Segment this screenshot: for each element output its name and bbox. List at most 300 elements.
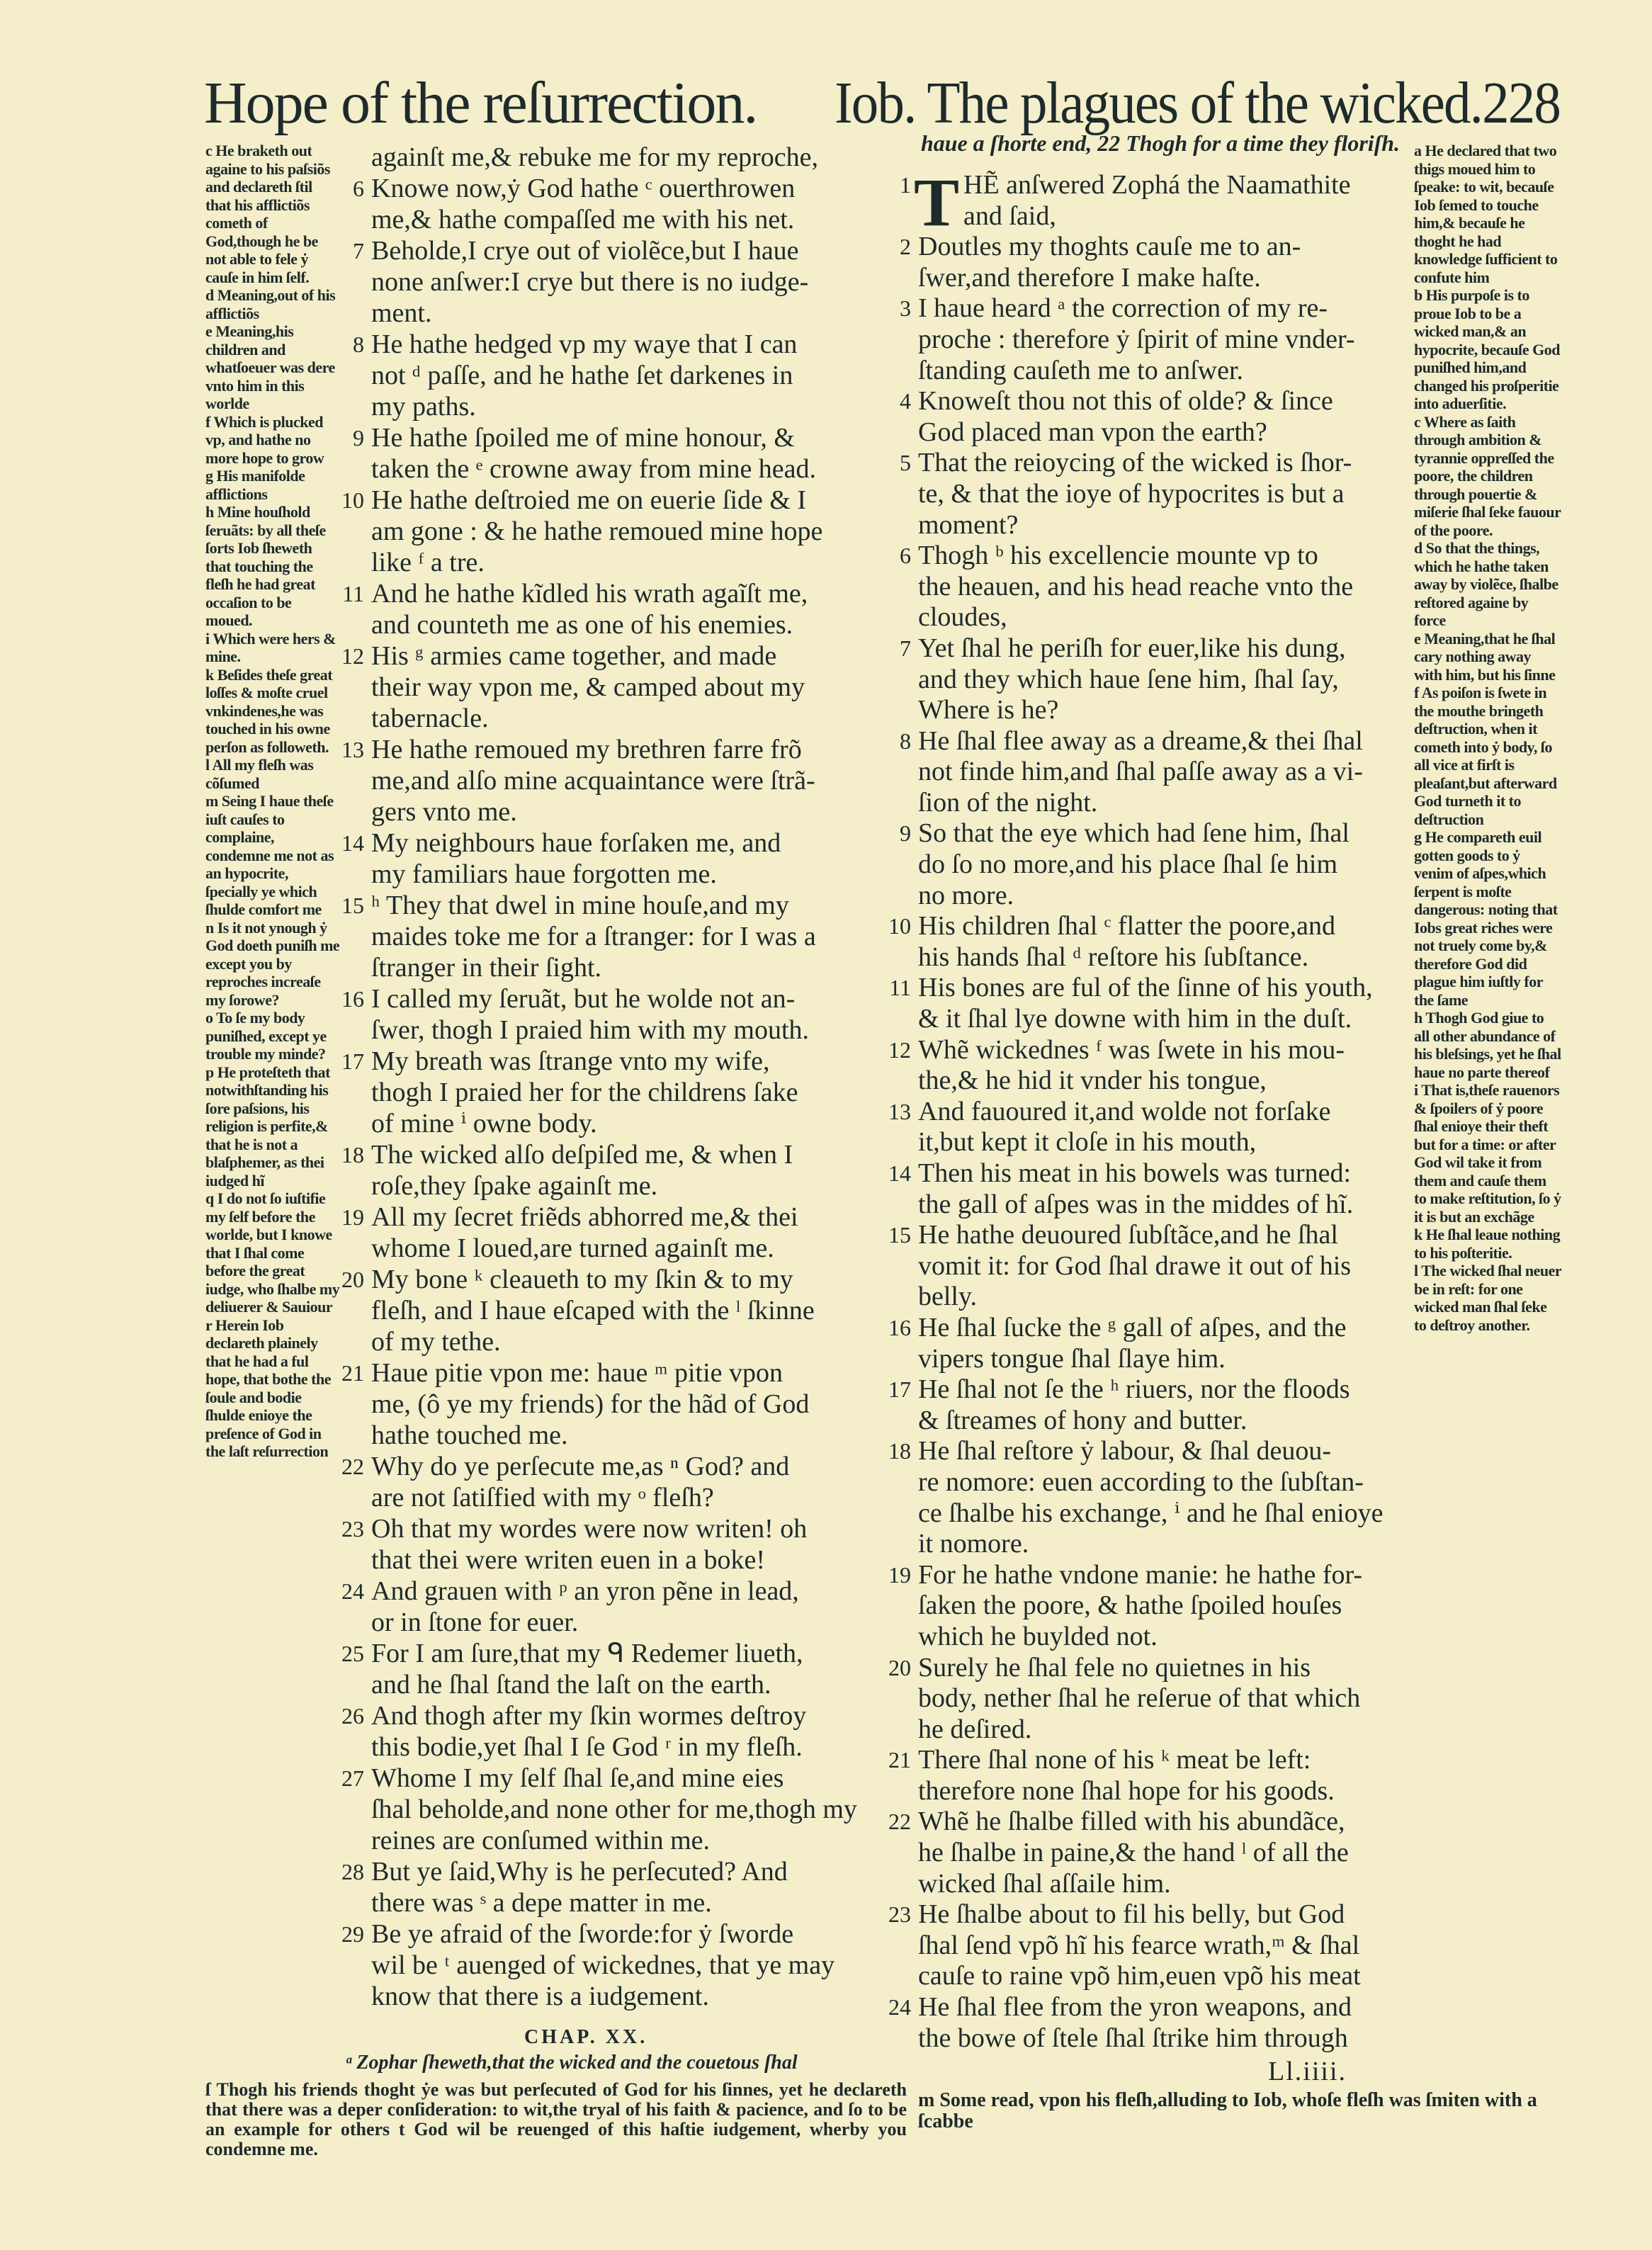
text-line bbox=[353, 173, 907, 204]
verse-text: My bone ᵏ cleaueth to my ſkin & to my bbox=[371, 1265, 793, 1294]
verse-text-box bbox=[371, 1918, 907, 1950]
verse-number: 26 bbox=[341, 1703, 364, 1729]
verse-text: ʰ They that dwel in mine houſe,and my bbox=[371, 891, 789, 920]
verse-text-box bbox=[371, 1295, 907, 1326]
verse-text: my familiars haue forgotten me. bbox=[371, 859, 717, 889]
text-line bbox=[888, 1158, 1400, 1189]
verse-text-box bbox=[371, 204, 907, 235]
verse-text: reines are conſumed within me. bbox=[371, 1826, 711, 1855]
verse-text: ce ſhalbe his exchange, ⁱ and he ſhal enioye bbox=[918, 1498, 1384, 1528]
verse-text: ſwer, thogh I praied him with my mouth. bbox=[371, 1015, 810, 1045]
verse-text: not ᵈ paſſe, and he hathe ſet darkenes in bbox=[371, 361, 793, 390]
verse-text-box bbox=[371, 173, 907, 204]
verse-number: 14 bbox=[341, 830, 364, 856]
text-line bbox=[918, 942, 1400, 973]
verse-text-box bbox=[918, 1590, 1400, 1622]
verse-text-box bbox=[918, 665, 1400, 696]
verse-text-box bbox=[371, 890, 907, 921]
verse-text: ſhal ſend vpõ hĩ his fearce wrath,ᵐ & ſhal bbox=[918, 1930, 1360, 1960]
verse-text-box bbox=[918, 232, 1400, 263]
verse-text: For I am ſure,that my ᑫ Redemer liueth, bbox=[371, 1639, 803, 1668]
verse-text-box bbox=[371, 1233, 907, 1264]
verse-text: & it ſhal lye downe with him in the duſt. bbox=[918, 1004, 1352, 1034]
marginal-note: h Mine houſhold ſeruãts: by all theſe ſorts Iob ſheweth that touching the fleſh he had great occaſion to be moued. bbox=[205, 503, 326, 629]
verse-text-box bbox=[918, 881, 1400, 912]
text-line bbox=[918, 849, 1400, 881]
verse-text-box bbox=[918, 2023, 1400, 2054]
verse-text-box bbox=[918, 1035, 1400, 1066]
text-line bbox=[341, 485, 907, 516]
text-line bbox=[888, 1559, 1400, 1591]
verse-number: 12 bbox=[341, 643, 364, 669]
verse-text: ſwer,and therefore I make haſte. bbox=[918, 262, 1261, 293]
verse-text: this bodie,yet ſhal I ſe God ʳ in my fleſh. bbox=[371, 1732, 803, 1762]
verse-text-box bbox=[371, 1669, 907, 1700]
verse-text: Beholde,I crye out of violẽce,but I haue bbox=[371, 236, 799, 266]
verse-text-box bbox=[371, 1014, 907, 1046]
verse-text-box bbox=[918, 1436, 1400, 1467]
verse-text-box bbox=[918, 417, 1400, 448]
verse-text: te, & that the ioye of hypocrites is but a bbox=[918, 478, 1345, 509]
verse-text-box bbox=[963, 201, 1400, 232]
verse-text: the heauen, and his head reache vnto the bbox=[918, 571, 1354, 601]
verse-text: it,but kept it cloſe in his mouth, bbox=[918, 1127, 1257, 1158]
marginal-note: k He ſhal leaue nothing to his poſteritie. bbox=[1414, 1226, 1561, 1262]
verse-text-box bbox=[918, 293, 1400, 324]
marginal-note: k Beſides theſe great loſſes & moſte cruel vnkindenes,he was touched in his owne perſon as followeth. bbox=[205, 665, 333, 756]
verse-text-box bbox=[918, 726, 1400, 757]
verse-number: 6 bbox=[900, 543, 911, 569]
text-line bbox=[371, 1887, 907, 1918]
verse-text-box bbox=[918, 1189, 1400, 1221]
text-line bbox=[371, 516, 907, 547]
verse-text: tabernacle. bbox=[371, 703, 489, 733]
verse-text: Thogh ᵇ his excellencie mounte vp to bbox=[918, 541, 1318, 571]
verse-number: 16 bbox=[341, 986, 364, 1012]
verse-text: me,and alſo mine acquaintance were ſtrã- bbox=[371, 766, 815, 796]
text-line bbox=[371, 1482, 907, 1513]
verse-text: fleſh, and I haue eſcaped with the ˡ ſkinne bbox=[371, 1296, 815, 1325]
text-line bbox=[341, 1513, 907, 1544]
verse-text-box bbox=[918, 1714, 1400, 1746]
verse-text-box bbox=[918, 1127, 1400, 1158]
verse-text: his hands ſhal ᵈ reſtore his ſubſtance. bbox=[918, 942, 1309, 972]
verse-text: & ſtreames of hony and butter. bbox=[918, 1405, 1248, 1435]
verse-text: God placed man vpon the earth? bbox=[918, 417, 1267, 447]
text-line bbox=[371, 298, 907, 329]
verse-text-box bbox=[918, 324, 1400, 356]
text-line bbox=[888, 1034, 1400, 1066]
text-line bbox=[918, 356, 1400, 387]
text-line bbox=[918, 1282, 1400, 1313]
text-line bbox=[371, 391, 907, 422]
verse-text-box bbox=[371, 1420, 907, 1451]
verse-text-box bbox=[371, 1264, 907, 1295]
verse-text-box bbox=[918, 1344, 1400, 1375]
text-line bbox=[371, 1170, 907, 1202]
text-line bbox=[341, 1451, 907, 1482]
marginal-note: l All my fleſh was cõſumed bbox=[205, 756, 314, 792]
text-line bbox=[371, 609, 907, 640]
marginal-note: h Thogh God giue to all other abundance of his bleſsings, yet he ſhal haue no parte thereof bbox=[1414, 1009, 1561, 1081]
text-line bbox=[341, 1700, 907, 1731]
verse-number: 20 bbox=[341, 1267, 364, 1292]
verse-text: belly. bbox=[918, 1282, 978, 1312]
verse-number: 4 bbox=[900, 388, 911, 414]
text-line bbox=[918, 1838, 1400, 1869]
verse-text-box bbox=[371, 235, 907, 266]
verse-text: cauſe to raine vpõ him,euen vpõ his meat bbox=[918, 1961, 1361, 1991]
text-line bbox=[918, 1406, 1400, 1437]
text-line bbox=[900, 448, 1400, 479]
verse-text: Whẽ wickednes ᶠ was ſwete in his mou- bbox=[918, 1034, 1345, 1065]
verse-text: thogh I praied her for the childrens ſake bbox=[371, 1078, 798, 1107]
marginal-note: o To ſe my body puniſhed, except ye trouble my minde? bbox=[205, 1009, 327, 1063]
text-line bbox=[371, 266, 907, 298]
verse-number: 3 bbox=[900, 295, 911, 322]
verse-number: 6 bbox=[353, 176, 364, 201]
verse-text-box bbox=[918, 757, 1400, 788]
verse-text: it nomore. bbox=[918, 1529, 1029, 1559]
verse-text-box bbox=[371, 1763, 907, 1794]
verse-text-box bbox=[918, 973, 1400, 1004]
verse-text-box bbox=[918, 1097, 1400, 1128]
text-line bbox=[341, 1856, 907, 1887]
verse-number: 14 bbox=[888, 1160, 911, 1186]
marginal-note: g His manifolde afflictions bbox=[205, 467, 305, 503]
text-line bbox=[341, 1763, 907, 1794]
verse-number: 17 bbox=[341, 1048, 364, 1074]
verse-text: hathe touched me. bbox=[371, 1420, 568, 1450]
text-line bbox=[918, 324, 1400, 356]
text-line bbox=[918, 1961, 1400, 1992]
marginal-note: a He declared that two thigs moued him to ſpeake: to wit, becauſe Iob ſemed to touche him,& becauſe he thoght he had knowledge ſufficient to confute him bbox=[1414, 142, 1558, 286]
verse-text: And fauoured it,and wolde not forſake bbox=[918, 1096, 1331, 1126]
text-line bbox=[918, 1498, 1400, 1530]
verse-number: 23 bbox=[888, 1901, 911, 1928]
verse-text-box bbox=[963, 170, 1400, 201]
text-line bbox=[918, 1683, 1400, 1714]
text-line bbox=[371, 921, 907, 952]
verse-text-box bbox=[918, 1158, 1400, 1189]
text-line bbox=[371, 1794, 907, 1825]
verse-text: ſaken the poore, & hathe ſpoiled houſes bbox=[918, 1590, 1342, 1621]
verse-text-box bbox=[918, 1374, 1400, 1406]
right-footnote: m Some read, vpon his fleſh,alluding to Iob, whoſe fleſh was ſmiten with a ſcabbe bbox=[918, 2089, 1537, 2132]
text-line bbox=[341, 890, 907, 921]
verse-number: 18 bbox=[888, 1438, 911, 1464]
text-line bbox=[341, 1139, 907, 1170]
verse-number: 13 bbox=[888, 1098, 911, 1124]
marginal-note: b His purpoſe is to proue Iob to be a wicked man,& an hypocrite, becauſe God puniſhed him,and changed his proſperitie into aduerſitie. bbox=[1414, 286, 1560, 412]
verse-text-box bbox=[371, 1981, 907, 2012]
verse-text: He ſhal flee away as a dreame,& thei ſhal bbox=[918, 725, 1363, 756]
verse-text: He ſhal reſtore ẏ labour, & ſhal deuou- bbox=[918, 1436, 1332, 1466]
verse-text: ſtranger in their ſight. bbox=[371, 953, 602, 983]
text-line bbox=[341, 1918, 907, 1950]
verse-text: moment? bbox=[918, 509, 1019, 540]
verse-text-box bbox=[918, 1004, 1400, 1035]
marginal-note: f As poiſon is ſwete in the mouthe bringeth deſtruction, when it cometh into ẏ body, ſo all vice at firſt is pleaſant,but afterward God turneth it to deſtruction bbox=[1414, 684, 1557, 828]
verse-number: 23 bbox=[341, 1516, 364, 1542]
verse-text-box bbox=[371, 827, 907, 859]
verse-number: 5 bbox=[900, 450, 911, 476]
marginal-note: i That is,theſe rauenors & ſpoilers of ẏ poore ſhal enioye their theft but for a time: or after God wil take it from them and cauſe them to make reſtitution, ſo ẏ it is but an exchãge bbox=[1414, 1081, 1561, 1226]
verse-text: He ſhalbe about to fil his belly, but God bbox=[918, 1899, 1345, 1930]
verse-text-box bbox=[371, 485, 907, 516]
verse-text: of mine ⁱ owne body. bbox=[371, 1109, 597, 1138]
marginal-note: c He braketh out againe to his paſsiõs and declareth ſtil that his afflictiõs cometh of God,though he be not able to fele ẏ cauſe in him ſelf. bbox=[205, 142, 330, 286]
text-line bbox=[918, 1529, 1400, 1560]
text-line bbox=[900, 232, 1400, 263]
text-line bbox=[371, 547, 907, 578]
verse-text-box bbox=[918, 1282, 1400, 1313]
text-line bbox=[918, 695, 1400, 726]
text-line bbox=[353, 329, 907, 360]
verse-number: 29 bbox=[341, 1921, 364, 1947]
verse-number: 19 bbox=[341, 1204, 364, 1230]
text-line bbox=[918, 1251, 1400, 1282]
verse-text: do ſo no more,and his place ſhal ſe him bbox=[918, 849, 1338, 880]
verse-text: He hathe deſtroied me on euerie ſide & I bbox=[371, 485, 807, 515]
verse-number: 17 bbox=[888, 1376, 911, 1403]
verse-text-box bbox=[371, 1451, 907, 1482]
verse-text: re nomore: euen according to the ſubſtan- bbox=[918, 1466, 1364, 1497]
verse-number: 1 bbox=[900, 172, 911, 198]
verse-text: know that there is a iudgement. bbox=[371, 1982, 709, 2011]
verse-text-box bbox=[918, 479, 1400, 510]
verse-text-box bbox=[918, 695, 1400, 726]
verse-text: All my ſecret friẽds abhorred me,& thei bbox=[371, 1202, 798, 1232]
verse-text-box bbox=[918, 448, 1400, 479]
verse-text: I called my ſeruãt, but he wolde not an- bbox=[371, 984, 796, 1014]
verse-text-box bbox=[918, 1220, 1400, 1251]
marginal-note: d So that the things, which he hathe taken away by violẽce, ſhalbe reſtored againe by force bbox=[1414, 539, 1558, 629]
text-line bbox=[918, 602, 1400, 633]
text-line bbox=[341, 1202, 907, 1233]
marginal-note: g He compareth euil gotten goods to ẏ venim of aſpes,which ſerpent is moſte dangerous: noting that Iobs great riches were not truely come by,& therefore God did plague him iuſtly for the ſame bbox=[1414, 828, 1558, 1009]
verse-text-box bbox=[371, 578, 907, 609]
text-line bbox=[918, 1622, 1400, 1653]
verse-text-box bbox=[918, 1251, 1400, 1282]
text-line bbox=[918, 1590, 1400, 1622]
text-line bbox=[918, 417, 1400, 448]
right-marginal-notes bbox=[1414, 142, 1561, 1334]
verse-number: 2 bbox=[900, 234, 911, 260]
text-line bbox=[918, 757, 1400, 788]
verse-text: there was ˢ a depe matter in me. bbox=[371, 1888, 712, 1918]
text-line bbox=[900, 818, 1400, 849]
verse-text: no more. bbox=[918, 880, 1014, 910]
verse-text-box bbox=[918, 1498, 1400, 1530]
text-line bbox=[371, 1014, 907, 1046]
chapter-heading: CHAP. XX. bbox=[524, 2026, 648, 2048]
chapter-summary-continued-box bbox=[921, 130, 1400, 156]
verse-text: His bones are ful of the ſinne of his youth, bbox=[918, 973, 1373, 1003]
verse-text: he ſhalbe in paine,& the hand ˡ of all the bbox=[918, 1838, 1349, 1868]
verse-number: 11 bbox=[889, 975, 911, 1001]
text-line bbox=[888, 1652, 1400, 1684]
verse-text: and ſaid, bbox=[963, 200, 1056, 231]
verse-text: He ſhal not ſe the ʰ riuers, nor the floods bbox=[918, 1374, 1350, 1405]
verse-text: againſt me,& rebuke me for my reproche, bbox=[371, 142, 818, 172]
verse-text: Oh that my wordes were now writen! oh bbox=[371, 1514, 808, 1544]
verse-number: 9 bbox=[900, 820, 911, 847]
verse-text: my paths. bbox=[371, 392, 476, 422]
text-line bbox=[371, 1731, 907, 1763]
verse-text: So that the eye which had ſene him, ſhal bbox=[918, 818, 1350, 849]
left-text-column bbox=[341, 142, 907, 2012]
text-line bbox=[918, 1127, 1400, 1158]
text-line bbox=[341, 983, 907, 1014]
text-line bbox=[888, 1992, 1400, 2023]
marginal-note: d Meaning,out of his afflictiõs bbox=[205, 286, 336, 322]
text-line bbox=[888, 1436, 1400, 1467]
text-line bbox=[918, 1930, 1400, 1962]
verse-text-box bbox=[918, 849, 1400, 881]
text-line bbox=[341, 1046, 907, 1077]
verse-text: Knowe now,ẏ God hathe ᶜ ouerthrowen bbox=[371, 174, 796, 203]
verse-text-box bbox=[371, 1482, 907, 1513]
verse-text: He hathe hedged vp my waye that I can bbox=[371, 329, 798, 359]
text-line bbox=[900, 541, 1400, 572]
text-line bbox=[371, 1420, 907, 1451]
verse-text: their way vpon me, & camped about my bbox=[371, 672, 805, 702]
verse-text-box bbox=[371, 703, 907, 734]
text-line bbox=[371, 1544, 907, 1576]
verse-text-box bbox=[371, 360, 907, 391]
text-line bbox=[341, 1638, 907, 1669]
text-line bbox=[918, 510, 1400, 541]
verse-text-box bbox=[918, 386, 1400, 417]
text-line bbox=[918, 881, 1400, 912]
verse-number: 15 bbox=[341, 893, 364, 918]
verse-text: of my tethe. bbox=[371, 1327, 501, 1357]
text-line bbox=[918, 1189, 1400, 1221]
verse-number: 9 bbox=[353, 425, 364, 451]
verse-number: 16 bbox=[888, 1314, 911, 1340]
text-line bbox=[918, 572, 1400, 603]
verse-number: 25 bbox=[341, 1641, 364, 1666]
verse-text-box bbox=[371, 1139, 907, 1170]
running-title-left-box bbox=[204, 69, 813, 137]
verse-text-box bbox=[371, 859, 907, 890]
text-line bbox=[353, 235, 907, 266]
verse-text-box bbox=[371, 142, 907, 173]
text-line bbox=[888, 1374, 1400, 1406]
verse-text: cloudes, bbox=[918, 602, 1007, 633]
verse-text: none anſwer:I crye but there is no iudge- bbox=[371, 267, 809, 297]
verse-text-box bbox=[371, 1887, 907, 1918]
verse-text: ſhal beholde,and none other for me,thogh my bbox=[371, 1794, 857, 1824]
verse-number: 22 bbox=[888, 1809, 911, 1835]
verse-text-box bbox=[918, 1930, 1400, 1962]
verse-text-box bbox=[918, 356, 1400, 387]
text-line bbox=[353, 422, 907, 453]
verse-text-box bbox=[371, 1170, 907, 1202]
verse-text: am gone : & he hathe remoued mine hope bbox=[371, 516, 823, 546]
verse-text-box bbox=[918, 1467, 1400, 1498]
verse-number: 8 bbox=[353, 332, 364, 357]
text-line bbox=[341, 827, 907, 859]
text-line bbox=[888, 911, 1400, 942]
verse-text-box bbox=[371, 1607, 907, 1638]
text-line bbox=[900, 725, 1400, 757]
text-line bbox=[371, 142, 907, 173]
text-line bbox=[341, 734, 907, 765]
text-line bbox=[888, 1745, 1400, 1776]
chapter-summary-continued: haue a ſhorte end, 22 Thogh for a time they floriſh. bbox=[921, 130, 1401, 156]
verse-text-box bbox=[371, 298, 907, 329]
text-line bbox=[371, 1295, 907, 1326]
marginal-note: m Seing I haue theſe iuſt cauſes to complaine, condemne me not as an hypocrite, ſpecially ye which ſhulde comfort me bbox=[205, 792, 334, 918]
text-line bbox=[888, 1899, 1400, 1930]
text-line bbox=[918, 1344, 1400, 1375]
verse-text-box bbox=[371, 329, 907, 360]
verse-text: And grauen with ᵖ an yron pẽne in lead, bbox=[371, 1576, 799, 1606]
verse-text: Doutles my thoghts cauſe me to an- bbox=[918, 232, 1301, 262]
marginal-note: f Which is plucked vp, and hathe no more hope to grow bbox=[205, 412, 324, 467]
text-line bbox=[918, 1467, 1400, 1498]
text-line bbox=[918, 263, 1400, 294]
text-line bbox=[371, 1607, 907, 1638]
verse-text-box bbox=[918, 788, 1400, 819]
verse-text: The wicked alſo deſpiſed me, & when I bbox=[371, 1140, 793, 1170]
verse-text: Knoweſt thou not this of olde? & ſince bbox=[918, 386, 1333, 417]
verse-text-box bbox=[371, 672, 907, 703]
verse-text: me,& hathe compaſſed me with his net. bbox=[371, 205, 795, 234]
marginal-note: e Meaning,that he ſhal cary nothing away with him, but his ſinne bbox=[1414, 629, 1556, 684]
verse-text-box bbox=[918, 1838, 1400, 1869]
verse-number: 21 bbox=[341, 1360, 364, 1386]
verse-text-box bbox=[918, 541, 1400, 572]
drop-cap: T bbox=[914, 164, 960, 240]
verse-number: 27 bbox=[341, 1765, 364, 1791]
verse-text-box bbox=[371, 1576, 907, 1607]
text-line bbox=[371, 859, 907, 890]
verse-text-box bbox=[371, 453, 907, 485]
text-line bbox=[888, 1312, 1400, 1344]
verse-text: He ſhal ſucke the ᵍ gall of aſpes, and the bbox=[918, 1312, 1347, 1342]
verse-number: 15 bbox=[888, 1222, 911, 1248]
verse-text-box bbox=[371, 1077, 907, 1108]
verse-text-box bbox=[371, 734, 907, 765]
text-line bbox=[341, 1576, 907, 1607]
marginal-note: l The wicked ſhal neuer be in reſt: for one wicked man ſhal ſeke to deſtroy another. bbox=[1414, 1262, 1561, 1334]
verse-text: HẼ anſwered Zophá the Naamathite bbox=[963, 170, 1351, 200]
verse-number: 8 bbox=[900, 728, 911, 754]
verse-number: 13 bbox=[341, 737, 364, 762]
marginal-note: r Herein Iob declareth plainely that he had a ful hope, that bothe the ſoule and bodie ſhulde enioye the preſence of God in the laſt reſurrection bbox=[205, 1316, 332, 1460]
text-line bbox=[918, 1869, 1400, 1900]
verse-text-box bbox=[371, 1794, 907, 1825]
text-line bbox=[371, 1981, 907, 2012]
text-line bbox=[918, 479, 1400, 510]
text-line bbox=[371, 1825, 907, 1856]
marginal-note: p He proteſteth that notwithſtanding his ſore paſsions, his religion is perfite,& that he is not a blaſphemer, as thei iudged hĩ bbox=[205, 1063, 330, 1189]
text-line bbox=[371, 1108, 907, 1139]
verse-text-box bbox=[371, 1513, 907, 1544]
verse-text: Whome I my ſelf ſhal ſe,and mine eies bbox=[371, 1763, 784, 1793]
verse-text-box bbox=[918, 1313, 1400, 1344]
verse-text-box bbox=[371, 1357, 907, 1389]
text-line bbox=[371, 1389, 907, 1420]
text-line bbox=[371, 952, 907, 983]
verse-number: 21 bbox=[888, 1747, 911, 1773]
verse-number: 19 bbox=[888, 1561, 911, 1588]
verse-text: and he ſhal ſtand the laſt on the earth. bbox=[371, 1670, 771, 1700]
verse-text: Surely he ſhal fele no quietnes in his bbox=[918, 1652, 1311, 1683]
